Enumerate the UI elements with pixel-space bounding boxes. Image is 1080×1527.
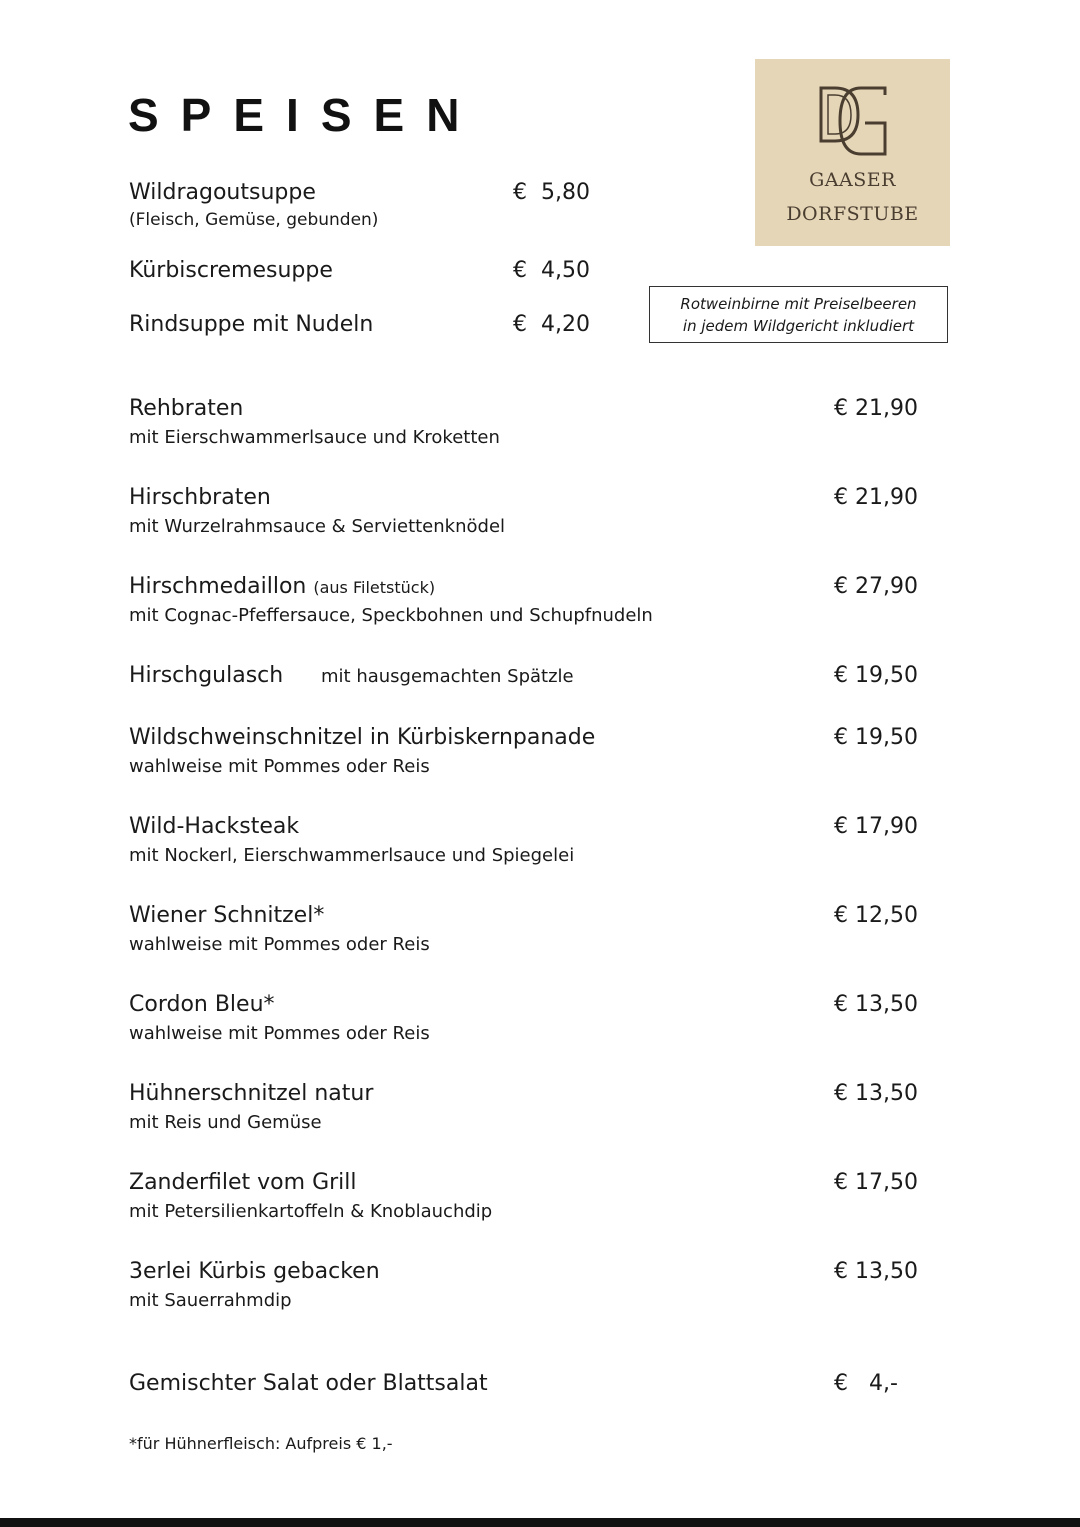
notice-line: Rotweinbirne mit Preiselbeeren xyxy=(680,295,917,313)
bottom-border xyxy=(0,1518,1080,1527)
dish-price: € 17,50 xyxy=(834,1170,918,1195)
dish-note: (aus Filetstück) xyxy=(313,578,436,597)
dish-name: Cordon Bleu* xyxy=(129,992,275,1017)
dish-name-with-note xyxy=(129,574,435,599)
soup-price: € 4,50 xyxy=(513,258,590,283)
dish-price: € 27,90 xyxy=(834,574,918,599)
dish-name: Hirschgulasch xyxy=(129,663,284,688)
logo-text-line2: DORFSTUBE xyxy=(786,203,919,225)
dish-name: Wiener Schnitzel* xyxy=(129,903,325,928)
soup-name: Kürbiscremesuppe xyxy=(129,258,333,283)
soup-price: € 4,20 xyxy=(513,312,590,337)
dish-price: € 13,50 xyxy=(834,1259,918,1284)
dish-name: 3erlei Kürbis gebacken xyxy=(129,1259,380,1284)
dish-description: mit Nockerl, Eierschwammerlsauce und Spiegelei xyxy=(129,845,575,866)
dish-description: wahlweise mit Pommes oder Reis xyxy=(129,1023,430,1044)
notice-box xyxy=(649,286,948,343)
dish-description: mit Sauerrahmdip xyxy=(129,1290,292,1311)
dish-name: Hühnerschnitzel natur xyxy=(129,1081,374,1106)
soup-note: (Fleisch, Gemüse, gebunden) xyxy=(129,210,379,230)
soup-price: € 5,80 xyxy=(513,180,590,205)
notice-line: in jedem Wildgericht inkludiert xyxy=(682,317,915,335)
dish-description: mit Cognac-Pfeffersauce, Speckbohnen und Schupfnudeln xyxy=(129,605,653,626)
salad-name: Gemischter Salat oder Blattsalat xyxy=(129,1371,488,1396)
dish-description: mit Eierschwammerlsauce und Kroketten xyxy=(129,427,500,448)
dish-name: Hirschmedaillon xyxy=(129,574,307,599)
restaurant-logo xyxy=(755,59,950,246)
dish-name: Wildschweinschnitzel in Kürbiskernpanade xyxy=(129,725,596,750)
soup-name: Wildragoutsuppe xyxy=(129,180,316,205)
dish-price: € 19,50 xyxy=(834,725,918,750)
dish-price: € 21,90 xyxy=(834,485,918,510)
dish-price: € 12,50 xyxy=(834,903,918,928)
footnote: *für Hühnerfleisch: Aufpreis € 1,- xyxy=(129,1434,393,1453)
dish-price: € 17,90 xyxy=(834,814,918,839)
page-title: SPEISEN xyxy=(128,89,482,141)
dish-price: € 13,50 xyxy=(834,992,918,1017)
dish-name: Hirschbraten xyxy=(129,485,271,510)
salad-price: € 4,- xyxy=(834,1371,898,1396)
dish-name: Rehbraten xyxy=(129,396,244,421)
dish-description: mit Reis und Gemüse xyxy=(129,1112,322,1133)
dish-name: Wild-Hacksteak xyxy=(129,814,300,839)
dish-price: € 21,90 xyxy=(834,396,918,421)
dish-description: mit Wurzelrahmsauce & Serviettenknödel xyxy=(129,516,506,537)
dish-price: € 19,50 xyxy=(834,663,918,688)
dish-price: € 13,50 xyxy=(834,1081,918,1106)
dish-description: wahlweise mit Pommes oder Reis xyxy=(129,934,430,955)
dish-description: mit Petersilienkartoffeln & Knoblauchdip xyxy=(129,1201,493,1222)
soup-name: Rindsuppe mit Nudeln xyxy=(129,312,374,337)
dish-description: wahlweise mit Pommes oder Reis xyxy=(129,756,430,777)
dish-description: mit hausgemachten Spätzle xyxy=(321,666,574,687)
logo-text-line1: GAASER xyxy=(809,169,896,191)
dish-name: Zanderfilet vom Grill xyxy=(129,1170,357,1195)
